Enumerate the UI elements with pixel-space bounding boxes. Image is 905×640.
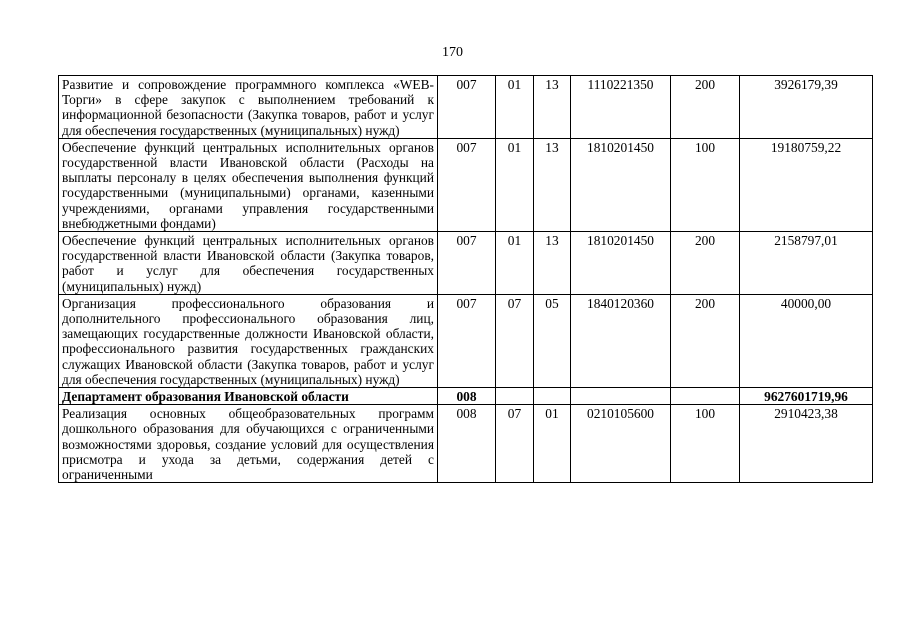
amount: 2910423,38	[740, 405, 873, 483]
subsection-code: 05	[534, 294, 571, 387]
section-code: 01	[496, 138, 534, 231]
grbs-code: 008	[438, 388, 496, 405]
table-row	[59, 405, 873, 483]
amount: 19180759,22	[740, 138, 873, 231]
expense-type-code: 200	[671, 232, 740, 295]
section-code: 07	[496, 294, 534, 387]
subsection-code: 01	[534, 405, 571, 483]
subsection-code: 13	[534, 232, 571, 295]
table-row	[59, 232, 873, 295]
budget-table	[58, 75, 873, 483]
row-description: Обеспечение функций центральных исполнительных органов государственной власти Ивановской области (Расходы на выплаты персоналу в целях обеспечения выполнения функций государственными (муниципальными) органами, казенными учреждениями, органами управления государственными внебюджетными фондами)	[59, 138, 438, 231]
target-article-code: 0210105600	[571, 405, 671, 483]
grbs-code: 007	[438, 294, 496, 387]
target-article-code: 1840120360	[571, 294, 671, 387]
row-description: Развитие и сопровождение программного комплекса «WEB-Торги» в сфере закупок с выполнением требований к информационной безопасности (Закупка товаров, работ и услуг для обеспечения государственных (муниципальных) нужд)	[59, 76, 438, 139]
section-code: 07	[496, 405, 534, 483]
row-description: Реализация основных общеобразовательных программ дошкольного образования для обучающихся с ограниченными возможностями здоровья, создание условий для осуществления присмотра и ухода за детьми, содержания детей с ограниченными	[59, 405, 438, 483]
page-number: 170	[442, 45, 463, 60]
target-article-code: 1810201450	[571, 138, 671, 231]
row-description: Организация профессионального образования и дополнительного профессионального образования лиц, замещающих государственные должности Ивановской области, профессионального развития государственных гражданских служащих Ивановской области (Закупка товаров, работ и услуг для обеспечения государственных (муниципальных) нужд)	[59, 294, 438, 387]
table-row	[59, 138, 873, 231]
amount: 40000,00	[740, 294, 873, 387]
department-title: Департамент образования Ивановской области	[59, 388, 438, 405]
table-row	[59, 294, 873, 387]
expense-type-code	[671, 388, 740, 405]
subsection-code: 13	[534, 138, 571, 231]
row-description: Обеспечение функций центральных исполнительных органов государственной власти Ивановской области (Закупка товаров, работ и услуг для обеспечения государственных (муниципальных) нужд)	[59, 232, 438, 295]
subsection-code: 13	[534, 76, 571, 139]
section-code: 01	[496, 232, 534, 295]
target-article-code: 1810201450	[571, 232, 671, 295]
expense-type-code: 100	[671, 138, 740, 231]
target-article-code: 1110221350	[571, 76, 671, 139]
grbs-code: 007	[438, 76, 496, 139]
section-code	[496, 388, 534, 405]
grbs-code: 007	[438, 138, 496, 231]
department-row	[59, 388, 873, 405]
grbs-code: 007	[438, 232, 496, 295]
department-total: 9627601719,96	[740, 388, 873, 405]
amount: 3926179,39	[740, 76, 873, 139]
section-code: 01	[496, 76, 534, 139]
amount: 2158797,01	[740, 232, 873, 295]
expense-type-code: 200	[671, 76, 740, 139]
target-article-code	[571, 388, 671, 405]
subsection-code	[534, 388, 571, 405]
table-row	[59, 76, 873, 139]
grbs-code: 008	[438, 405, 496, 483]
expense-type-code: 200	[671, 294, 740, 387]
expense-type-code: 100	[671, 405, 740, 483]
